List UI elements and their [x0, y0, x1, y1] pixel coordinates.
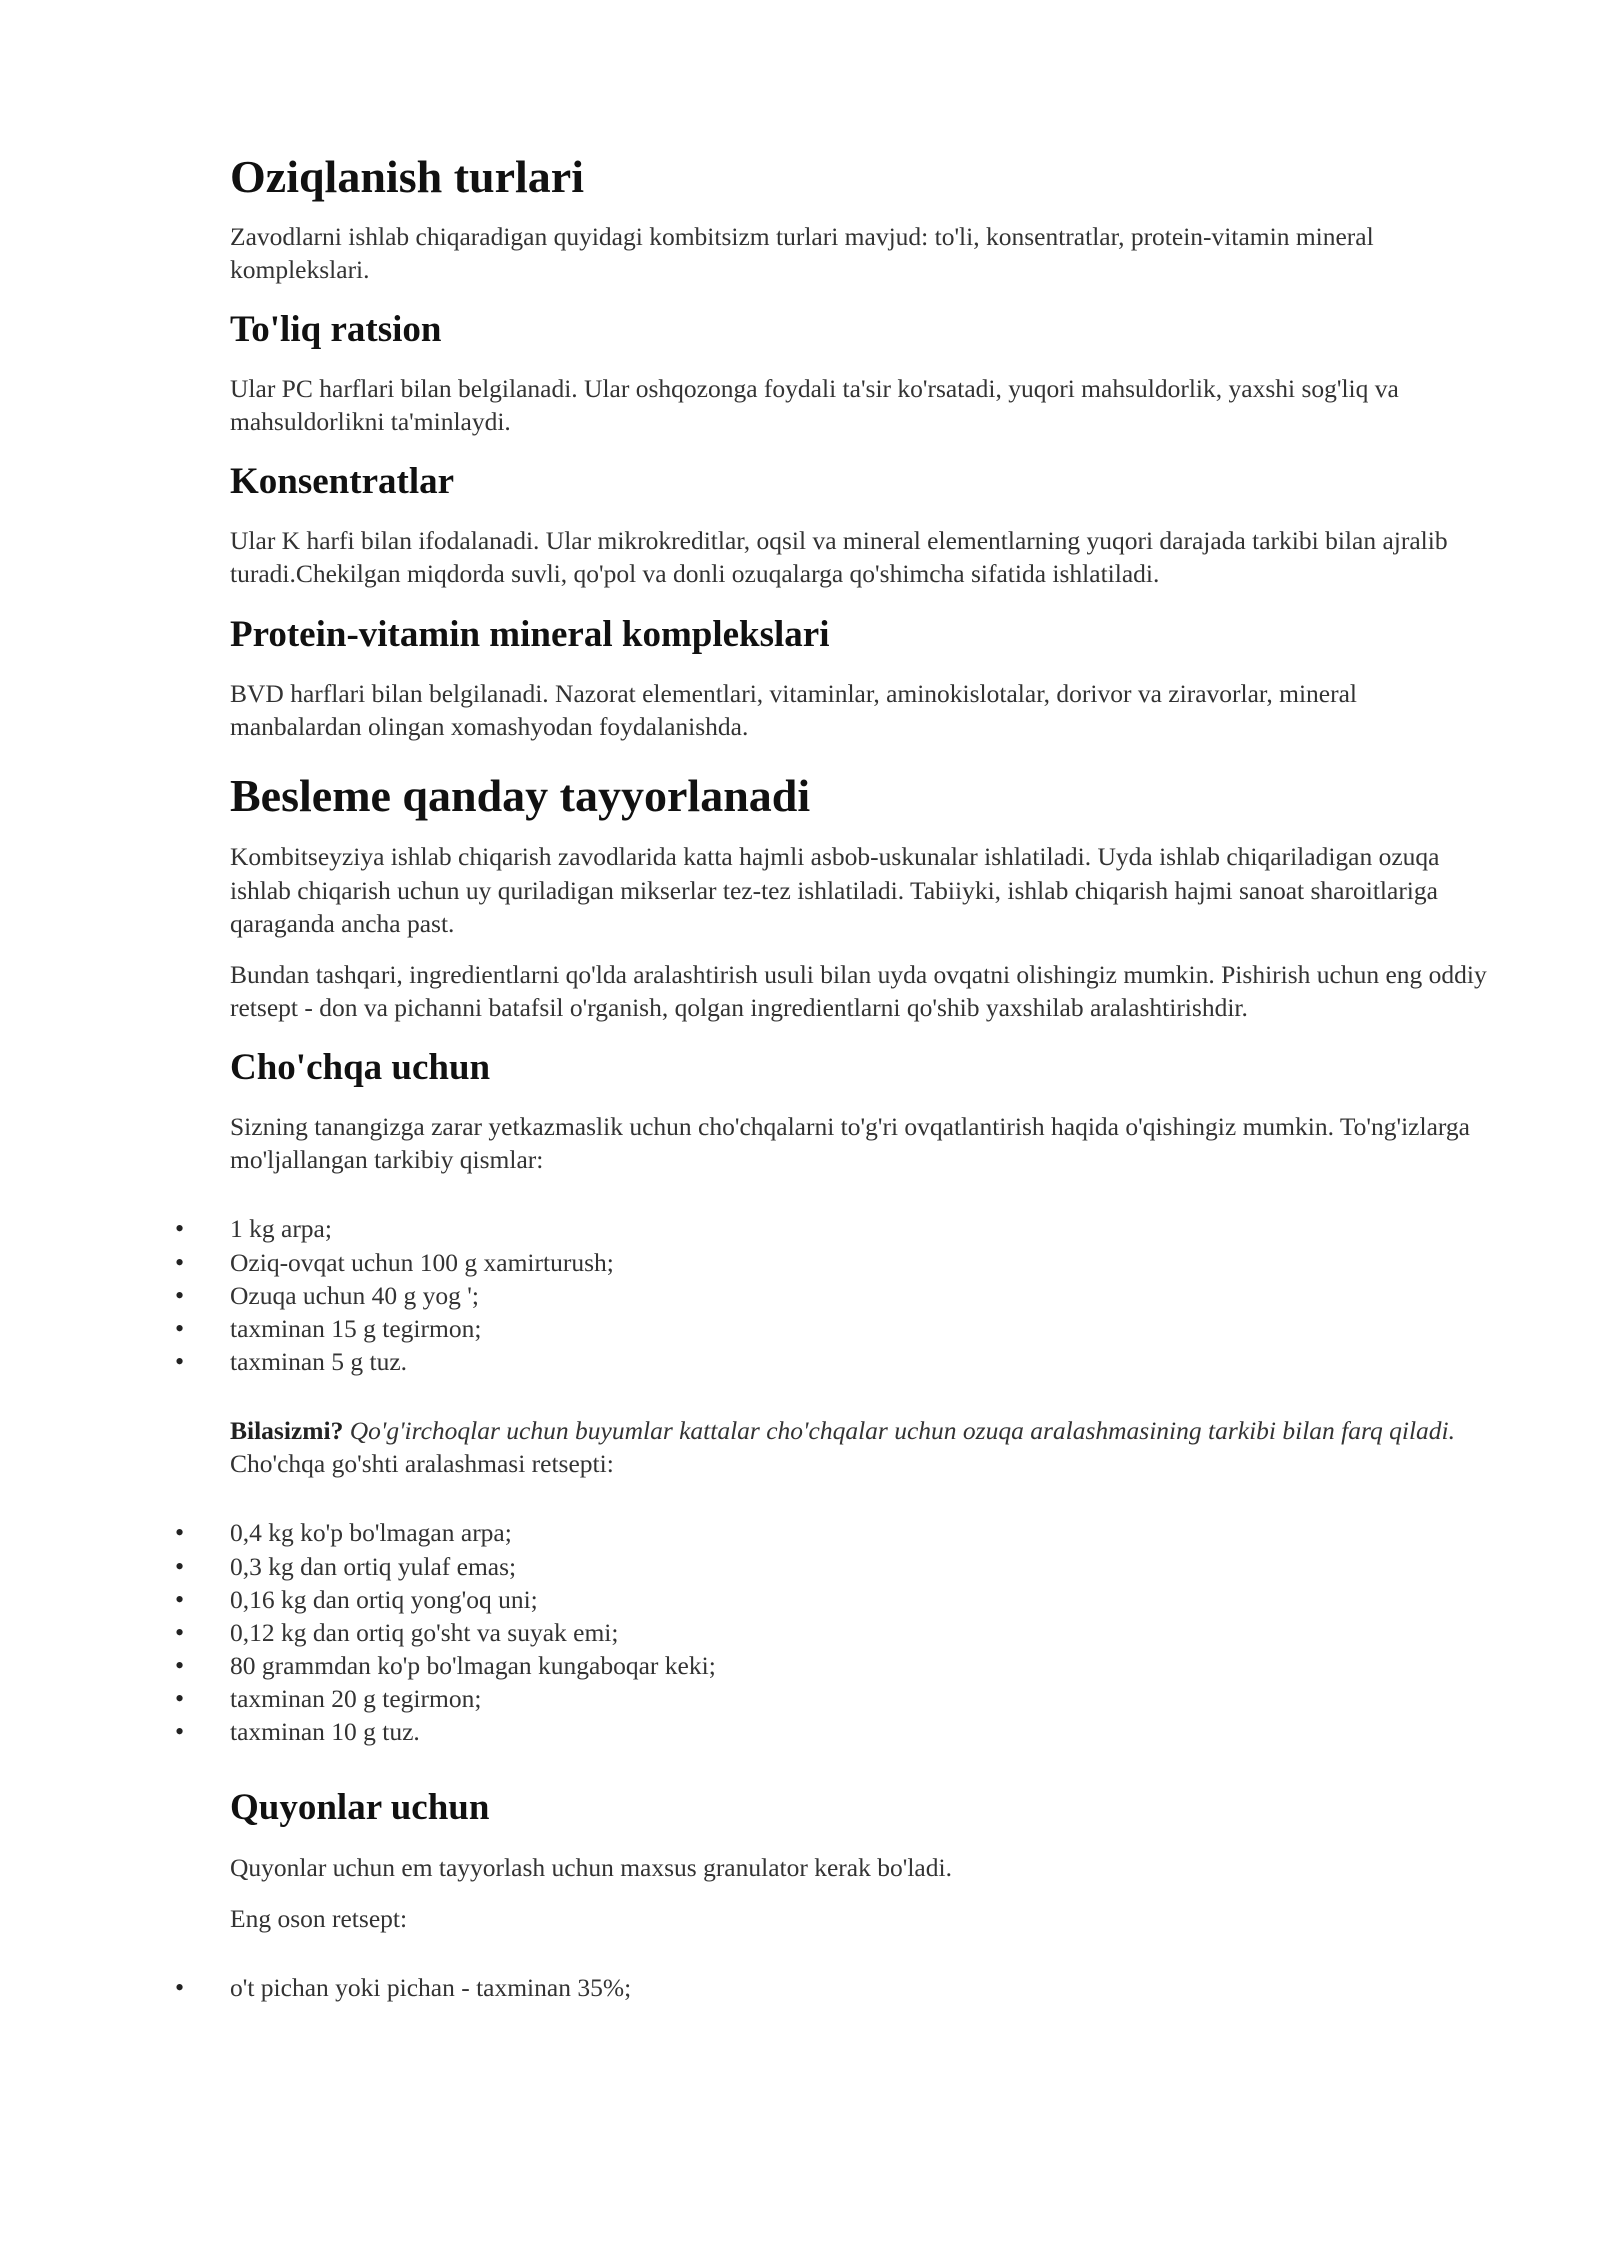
paragraph-besleme-1: Kombitseyziya ishlab chiqarish zavodlarida katta hajmli asbob-uskunalar ishlatiladi. Uyda ishlab chiqariladigan ozuqa ishlab chiqarish uchun uy quriladigan mikserlar tez-tez ishlatiladi. Tabiiyki, ishlab chiqarish hajmi sanoat sharoitlariga qaraganda ancha past.	[230, 842, 1440, 938]
heading-chochqa-uchun: Cho'chqa uchun	[230, 1047, 491, 1089]
heading-quyonlar-uchun: Quyonlar uchun	[230, 1787, 490, 1829]
list-item: • 80 grammdan ko'p bo'lmagan kungaboqar keki;	[230, 1649, 1490, 1682]
list-item: • 0,16 kg dan ortiq yong'oq uni;	[230, 1583, 1490, 1616]
note-label: Bilasizmi?	[230, 1416, 344, 1446]
paragraph-oziqlanish: Zavodlarni ishlab chiqaradigan quyidagi kombitsizm turlari mavjud: to'li, konsentratlar, protein-vitamin mineral komplekslari.	[230, 221, 1374, 284]
list-item: • taxminan 15 g tegirmon;	[230, 1312, 1490, 1345]
heading-oziqlanish-turlari: Oziqlanish turlari	[230, 151, 584, 202]
note-text: Qo'g'irchoqlar uchun buyumlar kattalar cho'chqalar uchun ozuqa aralashmasining tarkibi bilan farq qiladi.	[343, 1416, 1455, 1446]
list-item: • o't pichan yoki pichan - taxminan 35%;	[230, 1971, 1490, 2004]
note-bilasizmi	[230, 1414, 1490, 1480]
ingredient-list-pork-mix	[230, 1516, 1490, 1748]
list-item: • 0,4 kg ko'p bo'lmagan arpa;	[230, 1516, 1490, 1549]
paragraph-toliq-ratsion: Ular PC harflari bilan belgilanadi. Ular oshqozonga foydali ta'sir ko'rsatadi, yuqori mahsuldorlik, yaxshi sog'liq va mahsuldorlikni ta'minlaydi.	[230, 373, 1399, 437]
list-item: • taxminan 20 g tegirmon;	[230, 1682, 1490, 1715]
list-item: • 0,12 kg dan ortiq go'sht va suyak emi;	[230, 1616, 1490, 1649]
paragraph-konsentratlar: Ular K harfi bilan ifodalanadi. Ular mikrokreditlar, oqsil va mineral elementlarning yuqori darajada tarkibi bilan ajralib turadi.Chekilgan miqdorda suvli, qo'pol va donli ozuqalarga qo'shimcha sifatida ishlatiladi.	[230, 526, 1448, 589]
list-item: • 0,3 kg dan ortiq yulaf emas;	[230, 1550, 1490, 1583]
heading-toliq-ratsion: To'liq ratsion	[230, 308, 442, 350]
article-content	[230, 148, 1490, 2004]
ingredient-list-boars	[230, 1212, 1490, 1378]
paragraph-chochqa: Sizning tanangizga zarar yetkazmaslik uchun cho'chqalarni to'g'ri ovqatlantirish haqida o'qishingiz mumkin. To'ng'izlarga mo'ljallangan tarkibiy qismlar:	[230, 1112, 1470, 1175]
heading-protein-vitamin: Protein-vitamin mineral komplekslari	[230, 613, 830, 655]
recipe-intro-quyonlar: Eng oson retsept:	[230, 1903, 408, 1933]
list-item: • taxminan 10 g tuz.	[230, 1715, 1490, 1748]
paragraph-besleme-2: Bundan tashqari, ingredientlarni qo'lda aralashtirish usuli bilan uyda ovqatni olishingiz mumkin. Pishirish uchun eng oddiy retsept - don va pichanni batafsil o'rganish, qolgan ingredientlarni qo'shib yaxshilab aralashtirishdir.	[230, 959, 1487, 1022]
heading-konsentratlar: Konsentratlar	[230, 461, 455, 503]
heading-besleme: Besleme qanday tayyorlanadi	[230, 769, 811, 821]
list-item: • taxminan 5 g tuz.	[230, 1345, 1490, 1378]
list-item: • Oziq-ovqat uchun 100 g xamirturush;	[230, 1246, 1490, 1279]
recipe-intro-chochqa: Cho'chqa go'shti aralashmasi retsepti:	[230, 1449, 614, 1479]
paragraph-protein-vitamin: BVD harflari bilan belgilanadi. Nazorat elementlari, vitaminlar, aminokislotalar, dorivor va ziravorlar, mineral manbalardan olingan xomashyodan foydalanishda.	[230, 678, 1358, 741]
list-item: • Ozuqa uchun 40 g yog ';	[230, 1279, 1490, 1312]
paragraph-quyonlar: Quyonlar uchun em tayyorlash uchun maxsus granulator kerak bo'ladi.	[230, 1852, 952, 1882]
list-item: • 1 kg arpa;	[230, 1212, 1490, 1245]
ingredient-list-rabbits	[230, 1971, 1490, 2004]
